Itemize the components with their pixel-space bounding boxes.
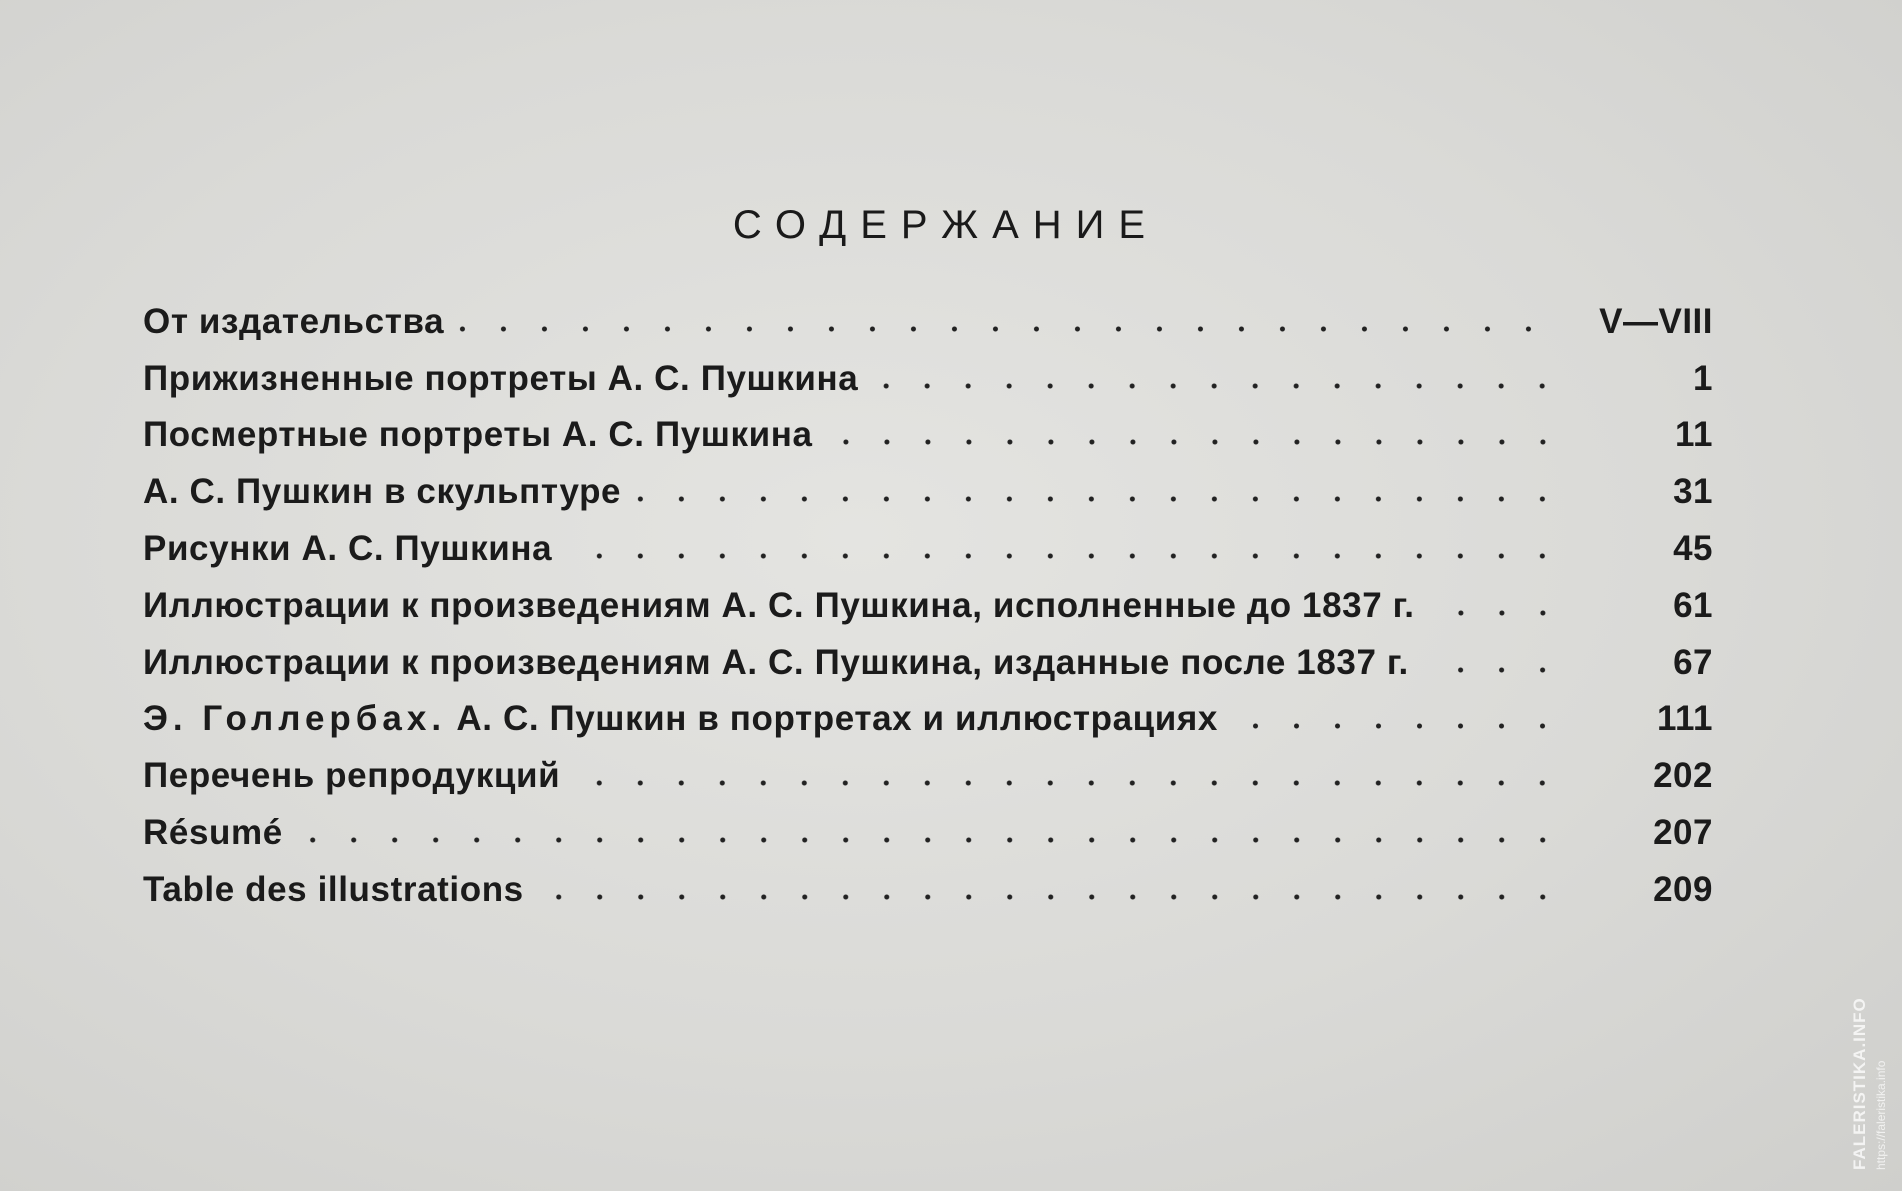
toc-entry-page: 31 [1673, 472, 1713, 512]
watermark-url: https://faleristika.info [1874, 1060, 1888, 1170]
toc-entry [143, 569, 1713, 626]
watermark [1822, 980, 1902, 1180]
toc-entry-title: Иллюстрации к произведениям А. С. Пушкина, изданные после 1837 г. [143, 642, 1409, 682]
dot-leader [1429, 608, 1563, 618]
page-title: СОДЕРЖАНИЕ [732, 203, 1160, 247]
toc-entry-title: Посмертные портреты А. С. Пушкина [143, 415, 813, 455]
toc-entry [143, 512, 1713, 569]
dot-leader [458, 324, 1549, 334]
toc-entry-page: 45 [1673, 528, 1713, 568]
toc-entry-title: Table des illustrations [143, 869, 524, 909]
toc-entry-page: 209 [1653, 869, 1713, 909]
dot-leader [297, 835, 1563, 845]
toc-entry [143, 285, 1713, 342]
toc-entry [143, 683, 1713, 740]
toc-entry-title: Résumé [143, 812, 283, 852]
toc-entry-title: Перечень репродукций [143, 756, 561, 796]
toc-entry-page: 111 [1656, 699, 1713, 739]
toc-entry-title-text: А. С. Пушкин в портретах и иллюстрациях [456, 699, 1218, 739]
toc-entry-title: А. С. Пушкин в скульптуре [143, 472, 622, 512]
toc-entry-title: От издательства [143, 301, 445, 341]
toc-entry-page: 11 [1675, 415, 1713, 455]
toc-entry [143, 853, 1713, 910]
toc-entry-page: 207 [1653, 812, 1713, 852]
toc-entry [143, 342, 1713, 399]
dot-leader [566, 551, 1563, 561]
toc-entry [143, 796, 1713, 853]
toc-entry-page: 202 [1653, 756, 1713, 796]
toc-entry-title [143, 699, 1232, 739]
toc-entry-title: Прижизненные портреты А. С. Пушкина [143, 358, 859, 398]
toc-entry [143, 739, 1713, 796]
table-of-contents [143, 285, 1713, 910]
toc-entry-page: 67 [1673, 642, 1713, 682]
toc-entry-page: 1 [1693, 358, 1713, 398]
toc-entry-page: V—VIII [1599, 301, 1713, 341]
watermark-brand: FALERISTIKA.INFO [1850, 997, 1869, 1170]
toc-entry-page: 61 [1673, 585, 1713, 625]
toc-entry [143, 455, 1713, 512]
dot-leader [635, 494, 1563, 504]
toc-entry [143, 626, 1713, 683]
dot-leader [827, 437, 1563, 447]
dot-leader [538, 892, 1563, 902]
dot-leader [872, 381, 1563, 391]
dot-leader [1232, 721, 1563, 731]
toc-entry [143, 399, 1713, 456]
toc-entry-title: Иллюстрации к произведениям А. С. Пушкина, исполненные до 1837 г. [143, 585, 1415, 625]
toc-entry-title: Рисунки А. С. Пушкина [143, 528, 553, 568]
dot-leader [574, 778, 1563, 788]
dot-leader [1423, 665, 1563, 675]
toc-entry-author: Э. Голлербах. [143, 699, 447, 739]
